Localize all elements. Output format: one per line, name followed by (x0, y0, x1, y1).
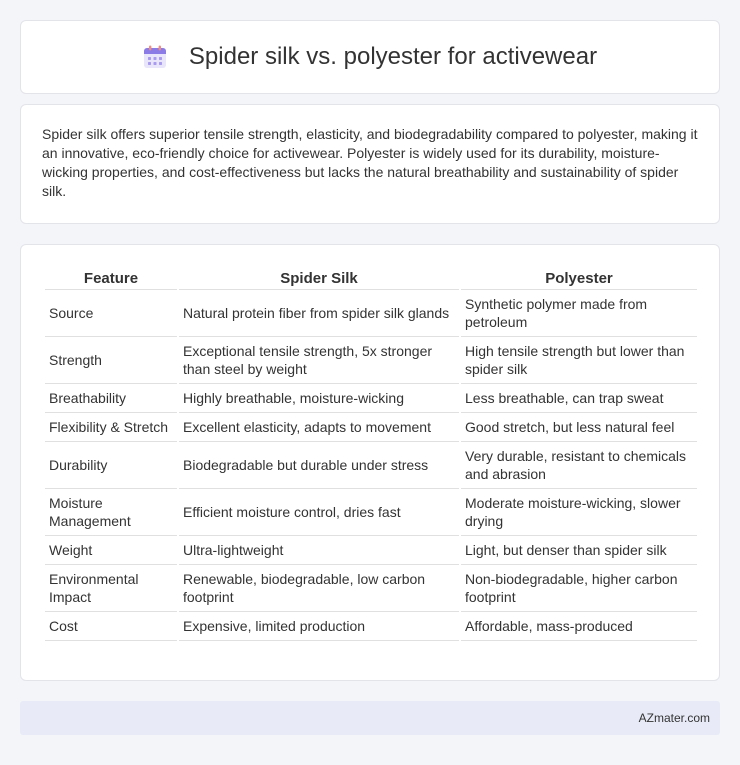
footer-site-label: AZmater.com (638, 711, 710, 725)
spider-silk-cell: Excellent elasticity, adapts to movement (179, 413, 459, 442)
header-polyester: Polyester (461, 265, 697, 290)
feature-cell: Environmental Impact (45, 565, 177, 612)
table-row (45, 337, 697, 384)
summary-text: Spider silk offers superior tensile strength, elasticity, and biodegradability compared to polyester, making it an innovative, eco-friendly choice for activewear. Polyester is widely used for its durability, moisture-wicking properties, and cost-effectiveness but lacks the natural breathability and sustainability of spider silk. (42, 126, 698, 199)
table-header-row (45, 265, 697, 290)
table-row (45, 536, 697, 565)
header-feature: Feature (45, 265, 177, 290)
polyester-cell: Moderate moisture-wicking, slower drying (461, 489, 697, 536)
spider-silk-cell: Natural protein fiber from spider silk glands (179, 290, 459, 337)
polyester-cell: Affordable, mass-produced (461, 612, 697, 641)
footer-bar (20, 701, 720, 735)
table-row (45, 612, 697, 641)
spider-silk-cell: Biodegradable but durable under stress (179, 442, 459, 489)
table-row (45, 413, 697, 442)
table-row (45, 442, 697, 489)
feature-cell: Moisture Management (45, 489, 177, 536)
polyester-cell: Light, but denser than spider silk (461, 536, 697, 565)
feature-cell: Strength (45, 337, 177, 384)
header-card (20, 20, 720, 94)
table-row (45, 384, 697, 413)
feature-cell: Cost (45, 612, 177, 641)
spider-silk-cell: Ultra-lightweight (179, 536, 459, 565)
polyester-cell: Very durable, resistant to chemicals and abrasion (461, 442, 697, 489)
polyester-cell: Synthetic polymer made from petroleum (461, 290, 697, 337)
table-row (45, 290, 697, 337)
polyester-cell: Good stretch, but less natural feel (461, 413, 697, 442)
spider-silk-cell: Highly breathable, moisture-wicking (179, 384, 459, 413)
feature-cell: Durability (45, 442, 177, 489)
spider-silk-cell: Expensive, limited production (179, 612, 459, 641)
polyester-cell: High tensile strength but lower than spider silk (461, 337, 697, 384)
feature-cell: Breathability (45, 384, 177, 413)
header-spider-silk: Spider Silk (179, 265, 459, 290)
spider-silk-cell: Efficient moisture control, dries fast (179, 489, 459, 536)
table-row (45, 565, 697, 612)
comparison-table-card (20, 244, 720, 681)
polyester-cell: Less breathable, can trap sweat (461, 384, 697, 413)
spider-silk-cell: Renewable, biodegradable, low carbon footprint (179, 565, 459, 612)
summary-card (20, 104, 720, 224)
table-row (45, 489, 697, 536)
page-title: Spider silk vs. polyester for activewear (188, 43, 598, 70)
feature-cell: Weight (45, 536, 177, 565)
comparison-table (43, 265, 699, 641)
calendar-icon (143, 45, 167, 69)
feature-cell: Flexibility & Stretch (45, 413, 177, 442)
polyester-cell: Non-biodegradable, higher carbon footprint (461, 565, 697, 612)
spider-silk-cell: Exceptional tensile strength, 5x stronger than steel by weight (179, 337, 459, 384)
feature-cell: Source (45, 290, 177, 337)
